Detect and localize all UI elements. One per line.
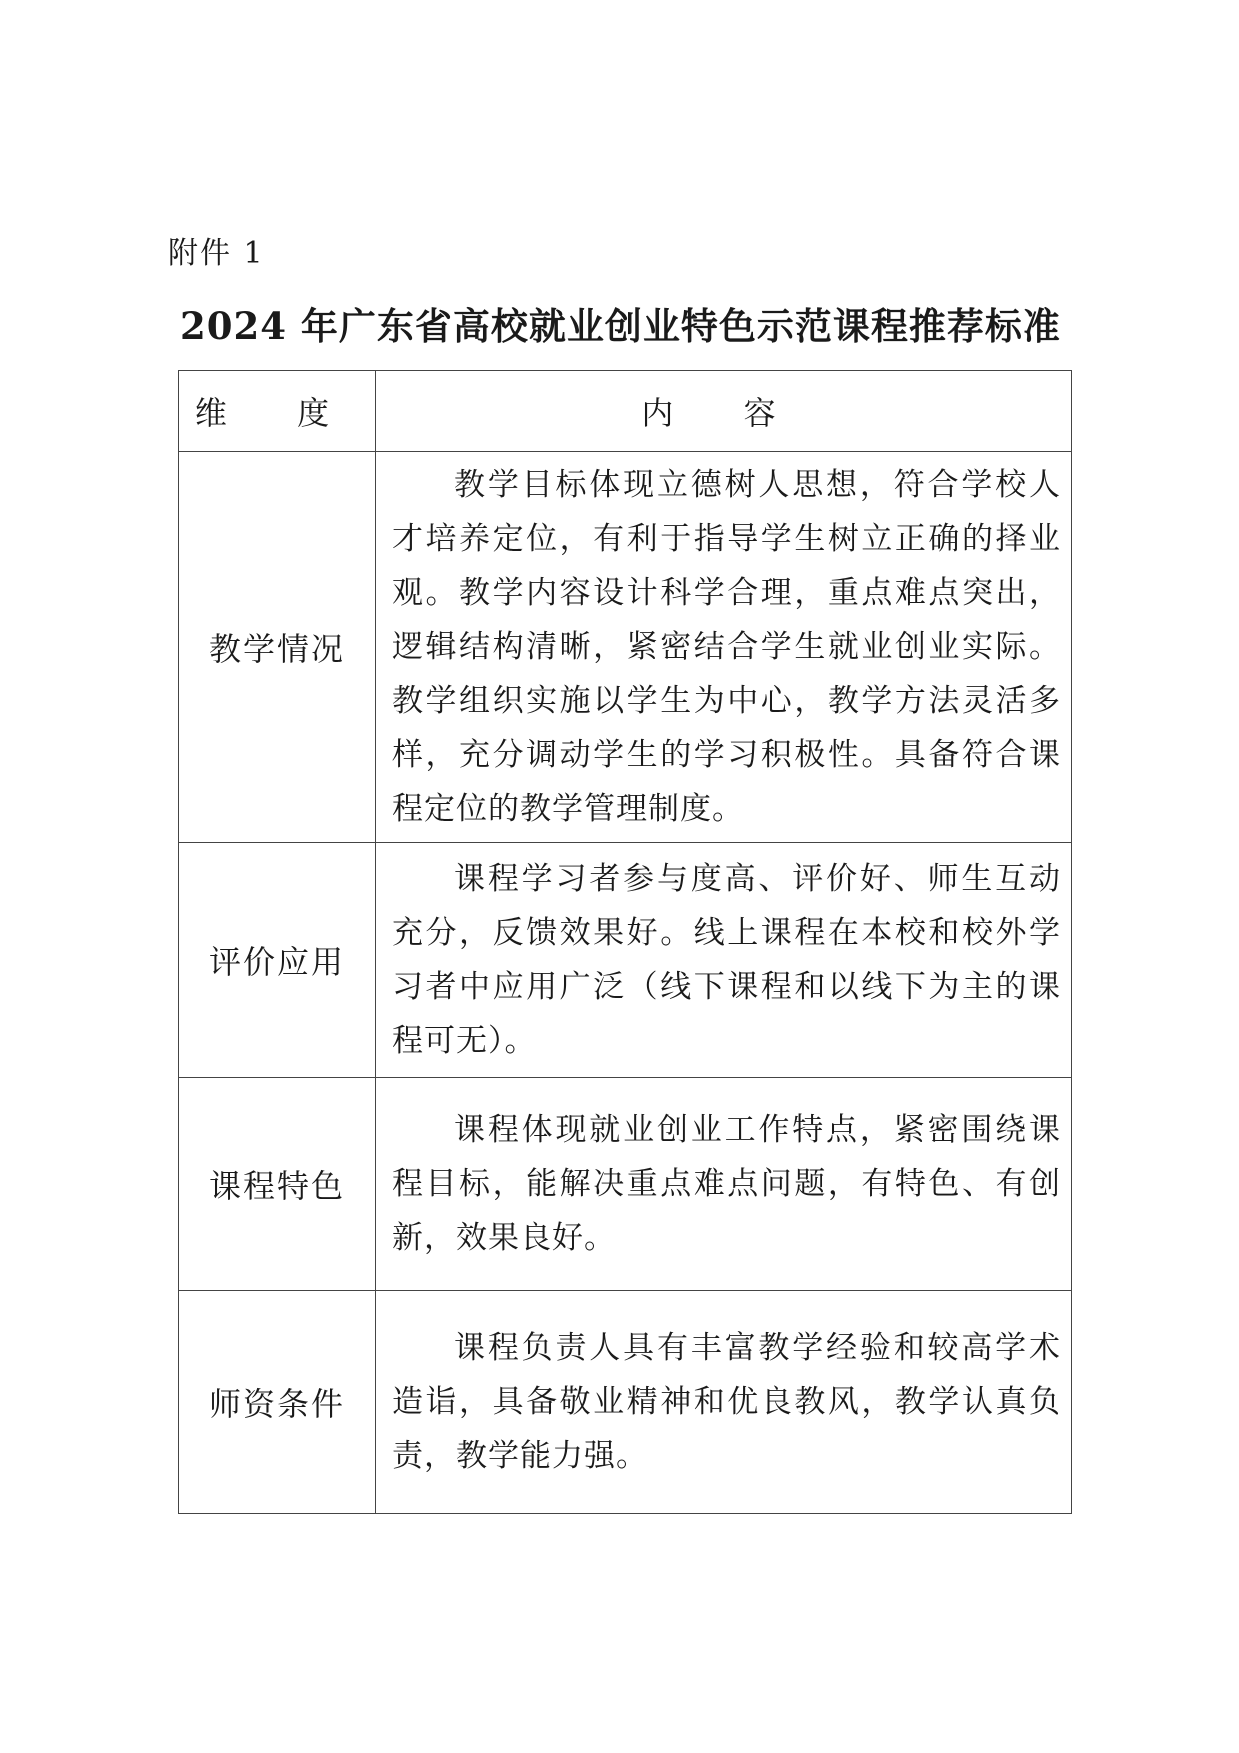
row-dimension: 评价应用 [179,843,376,1078]
standards-table [178,370,1072,1514]
table-row [179,843,1072,1078]
table-row [179,1291,1072,1514]
header-content: 内 容 [376,371,1072,452]
document-title: 2024 年广东省高校就业创业特色示范课程推荐标准 [180,304,1061,348]
row-content: 课程负责人具有丰富教学经验和较高学术造诣，具备敬业精神和优良教风，教学认真负责，教学能力强。 [376,1291,1072,1514]
table-row [179,452,1072,843]
row-dimension: 课程特色 [179,1078,376,1291]
row-content: 课程学习者参与度高、评价好、师生互动充分，反馈效果好。线上课程在本校和校外学习者中应用广泛（线下课程和以线下为主的课程可无）。 [376,843,1072,1078]
table-row [179,1078,1072,1291]
row-dimension: 师资条件 [179,1291,376,1514]
row-content: 课程体现就业创业工作特点，紧密围绕课程目标，能解决重点难点问题，有特色、有创新，效果良好。 [376,1078,1072,1291]
table-header-row [179,371,1072,452]
header-dimension: 维 度 [179,371,376,452]
row-content: 教学目标体现立德树人思想，符合学校人才培养定位，有利于指导学生树立正确的择业观。教学内容设计科学合理，重点难点突出，逻辑结构清晰，紧密结合学生就业创业实际。教学组织实施以学生为中心，教学方法灵活多样，充分调动学生的学习积极性。具备符合课程定位的教学管理制度。 [376,452,1072,843]
row-dimension: 教学情况 [179,452,376,843]
attachment-label: 附件 1 [168,236,265,271]
